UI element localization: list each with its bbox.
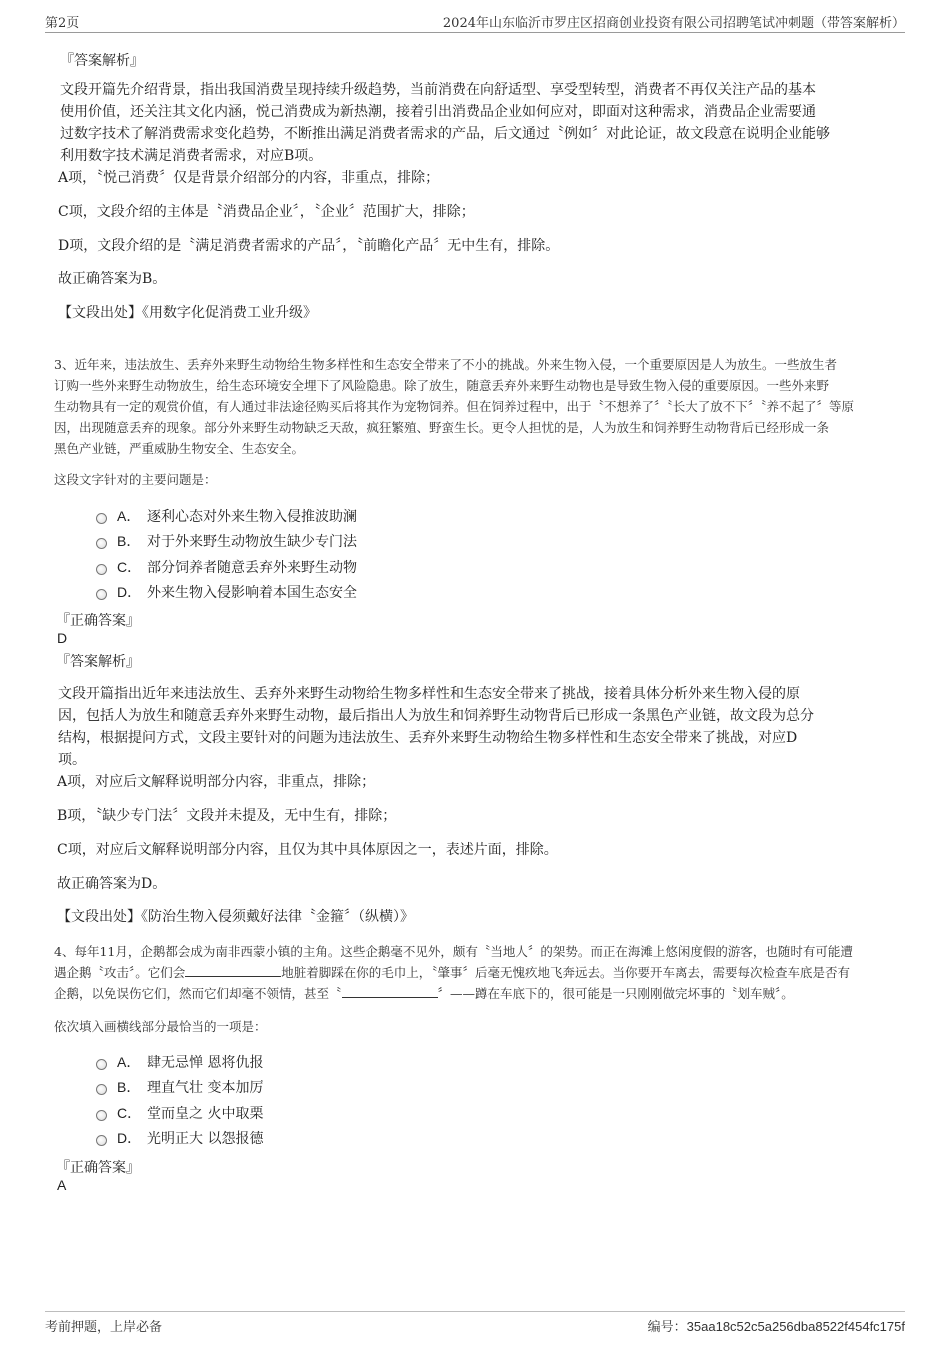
radio-icon[interactable]: [96, 1135, 107, 1146]
q4-answer-label: 『正确答案』: [56, 1160, 140, 1176]
footer-slogan: 考前押题，上岸必备: [45, 1320, 163, 1335]
q2-analysis-line: 过数字技术了解消费需求变化趋势，不断推出满足消费者需求的产品，后文通过〝例如〞对此论证，故文段意在说明企业能够: [60, 126, 830, 142]
radio-icon[interactable]: [96, 1059, 107, 1070]
fill-blank-1: [185, 964, 281, 977]
option-text: 堂而皇之 火中取栗: [147, 1106, 264, 1122]
radio-icon[interactable]: [96, 513, 107, 524]
q3-analysis-line: 结构，根据提问方式，文段主要针对的问题为违法放生、丢弃外来野生动物给生物多样性和生态安全带来了挑战，对应D: [58, 730, 798, 746]
q4-stem-text: 〞——蹲在车底下的，很可能是一只刚刚做完坏事的〝划车贼〞。: [437, 986, 794, 1001]
code-label: 编号：: [647, 1320, 687, 1335]
option-letter: C．: [117, 1105, 142, 1121]
q3-prompt: 这段文字针对的主要问题是：: [54, 472, 217, 487]
q3-option-a[interactable]: [96, 506, 357, 526]
q3-option-d[interactable]: [96, 582, 357, 602]
q3-stem: [54, 354, 904, 459]
q4-answer: A: [57, 1177, 67, 1193]
page-number: 第2页: [45, 16, 80, 31]
q2-source: 【文段出处】《用数字化促消费工业升级》: [58, 305, 317, 321]
option-text: 外来生物入侵影响着本国生态安全: [147, 585, 357, 601]
q4-option-c[interactable]: [96, 1103, 263, 1123]
q3-analysis-line: 因，包括人为放生和随意丢弃外来野生动物，最后指出人为放生和饲养野生动物背后已形成一条黑色产业链，故文段为总分: [58, 708, 814, 724]
option-letter: A．: [117, 508, 141, 524]
q3-conclusion: 故正确答案为D。: [57, 876, 167, 892]
option-text: 对于外来野生动物放生缺少专门法: [147, 534, 357, 550]
q2-conclusion: 故正确答案为B。: [58, 271, 167, 287]
q3-analysis: [58, 683, 903, 771]
q2-analysis: [60, 79, 900, 167]
q4-option-d[interactable]: [96, 1128, 263, 1148]
option-text: 理直气壮 变本加厉: [147, 1080, 264, 1096]
q3-source: 【文段出处】《防治生物入侵须戴好法律〝金箍〞（纵横）》: [57, 909, 414, 925]
option-letter: D．: [117, 1130, 142, 1146]
page-footer: [45, 1311, 905, 1336]
radio-icon[interactable]: [96, 589, 107, 600]
option-letter: B．: [117, 533, 141, 549]
q3-option-c[interactable]: [96, 557, 357, 577]
q2-analysis-line: 使用价值，还关注其文化内涵，悦己消费成为新热潮，接着引出消费品企业如何应对，即面对这种需求，消费品企业需要通: [60, 104, 816, 120]
q4-option-b[interactable]: [96, 1077, 263, 1097]
option-letter: B．: [117, 1079, 141, 1095]
q3-analysis-label: 『答案解析』: [56, 654, 140, 670]
q4-stem-text: 遇企鹅〝攻击〞。它们会: [54, 965, 186, 980]
q3-stem-line: 黑色产业链，严重威胁生物安全、生态安全。: [54, 441, 305, 456]
q3-stem-line: 生动物具有一定的观赏价值，有人通过非法途径购买后将其作为宠物饲养。但在饲养过程中，出于〝不想养了〞〝长大了放不下〞〝养不起了〞等原: [54, 399, 855, 414]
option-text: 逐利心态对外来生物入侵推波助澜: [147, 509, 357, 525]
code-value: 35aa18c52c5a256dba8522f454fc175f: [686, 1319, 905, 1334]
q2-point-c: C项，文段介绍的主体是〝消费品企业〞，〝企业〞范围扩大，排除；: [58, 204, 475, 220]
fill-blank-2: [342, 985, 438, 998]
document-title: 2024年山东临沂市罗庄区招商创业投资有限公司招聘笔试冲刺题（带答案解析）: [442, 16, 905, 31]
q3-stem-line: 3、近年来，违法放生、丢弃外来野生动物给生物多样性和生态安全带来了不小的挑战。外来生物入侵，一个重要原因是人为放生。一些放生者: [54, 357, 837, 372]
document-code: [648, 1316, 905, 1335]
q3-analysis-line: 文段开篇指出近年来违法放生、丢弃外来野生动物给生物多样性和生态安全带来了挑战，接着具体分析外来生物入侵的原: [58, 686, 800, 702]
q3-answer: D: [57, 630, 68, 646]
q4-stem-text: 地脏着脚踩在你的毛巾上，〝肇事〞后毫无愧疚地飞奔远去。当你要开车离去，需要每次检查车底是否有: [281, 965, 851, 980]
q3-point-b: B项，〝缺少专门法〞文段并未提及，无中生有，排除；: [57, 808, 397, 824]
option-text: 肆无忌惮 恩将仇报: [147, 1055, 264, 1071]
option-letter: D．: [117, 584, 142, 600]
q2-analysis-line: 利用数字技术满足消费者需求，对应B项。: [60, 148, 323, 164]
option-letter: A．: [117, 1054, 141, 1070]
page-header: [45, 12, 905, 33]
q2-analysis-line: 文段开篇先介绍背景，指出我国消费呈现持续升级趋势，当前消费在向舒适型、享受型转型，消费者不再仅关注产品的基本: [60, 82, 816, 98]
radio-icon[interactable]: [96, 564, 107, 575]
q3-option-b[interactable]: [96, 531, 357, 551]
q4-stem-line: 4、每年11月，企鹅都会成为南非西蒙小镇的主角。这些企鹅毫不见外，颇有〝当地人〞的架势。而正在海滩上悠闲度假的游客，也随时有可能遭: [54, 944, 853, 959]
q3-point-a: A项，对应后文解释说明部分内容，非重点，排除；: [57, 774, 376, 790]
q4-stem-text: 企鹅，以免误伤它们，然而它们却毫不领情，甚至〝: [54, 986, 342, 1001]
q3-answer-label: 『正确答案』: [56, 613, 140, 629]
radio-icon[interactable]: [96, 538, 107, 549]
q3-stem-line: 订购一些外来野生动物放生，给生态环境安全埋下了风险隐患。除了放生，随意丢弃外来野生动物也是导致生物入侵的重要原因。一些外来野: [54, 378, 830, 393]
q3-stem-line: 因，出现随意丢弃的现象。部分外来野生动物缺乏天敌，疯狂繁殖、野蛮生长。更令人担忧的是，人为放生和饲养野生动物背后已经形成一条: [54, 420, 830, 435]
q2-point-a: A项，〝悦己消费〞仅是背景介绍部分的内容，非重点，排除；: [58, 170, 440, 186]
q4-stem-line: [54, 983, 904, 1004]
option-text: 光明正大 以怨报德: [147, 1131, 264, 1147]
radio-icon[interactable]: [96, 1110, 107, 1121]
option-text: 部分饲养者随意丢弃外来野生动物: [147, 560, 357, 576]
q4-stem: [54, 941, 904, 1004]
q4-prompt: 依次填入画横线部分最恰当的一项是：: [54, 1019, 267, 1034]
q2-analysis-label: 『答案解析』: [60, 53, 144, 69]
radio-icon[interactable]: [96, 1084, 107, 1095]
q4-option-a[interactable]: [96, 1052, 263, 1072]
q4-stem-line: [54, 962, 904, 983]
q2-point-d: D项，文段介绍的是〝满足消费者需求的产品〞，〝前瞻化产品〞无中生有，排除。: [58, 238, 560, 254]
q3-point-c: C项，对应后文解释说明部分内容，且仅为其中具体原因之一，表述片面，排除。: [57, 842, 558, 858]
option-letter: C．: [117, 559, 142, 575]
q3-analysis-line: 项。: [58, 752, 86, 768]
